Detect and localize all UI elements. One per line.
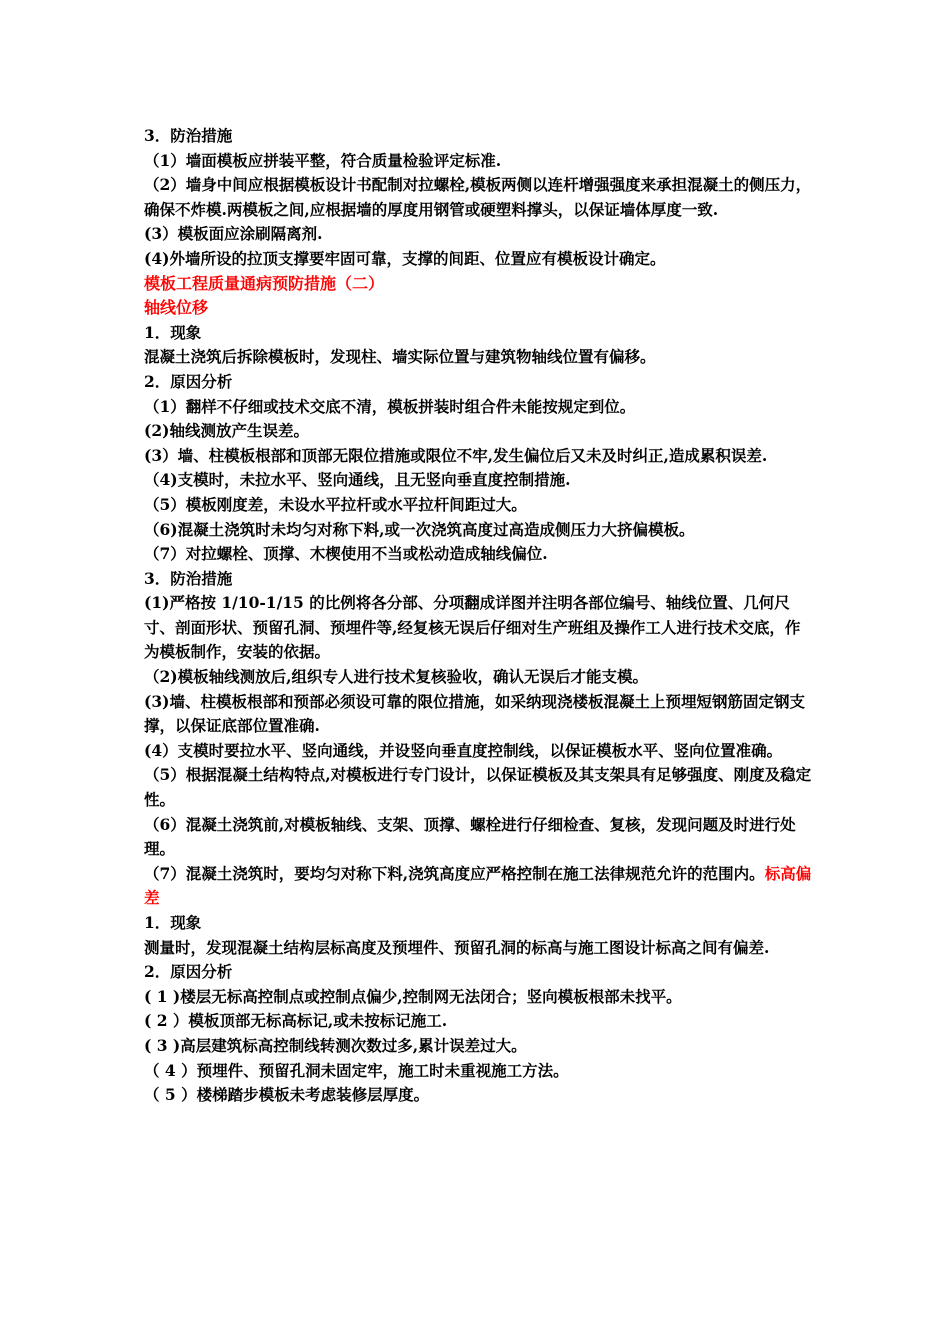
paragraph: 1．现象 xyxy=(144,913,202,932)
paragraph: ( 1 )楼层无标高控制点或控制点偏少,控制网无法闭合；竖向模板根部未找平。 xyxy=(144,986,682,1006)
paragraph: （2）墙身中间应根据模板设计书配制对拉螺栓,模板两侧以连杆增强强度来承担混凝土的侧压力，确保不炸模.两模板之间,应根据墙的厚度用钢管或硬塑料撑头，以保证墙体厚度一致. xyxy=(144,175,812,219)
paragraph: （4)支模时，未拉水平、竖向通线，且无竖向垂直度控制措施. xyxy=(144,470,571,490)
paragraph: （5）模板刚度差，未设水平拉杆或水平拉杆间距过大。 xyxy=(144,494,527,514)
paragraph: 1．现象 xyxy=(144,322,202,342)
paragraph: 3．防治措施 xyxy=(144,126,233,145)
paragraph: 3．防治措施 xyxy=(144,568,233,588)
paragraph: 2．原因分析 xyxy=(144,371,233,391)
paragraph: (1)严格按 1/10-1/15 的比例将各分部、分项翻成详图并注明各部位编号、轴线位置、几何尺寸、剖面形状、预留孔洞、预埋件等,经复核无误后仔细对生产班组及操作工人进行技术交底，作为模板制作，安装的依据。 xyxy=(144,593,801,662)
paragraph-with-heading xyxy=(144,862,812,911)
paragraph: (3）模板面应涂刷隔离剂. xyxy=(144,224,323,244)
paragraph: （2)模板轴线测放后,组织专人进行技术复核验收，确认无误后才能支模。 xyxy=(144,667,649,687)
paragraph: （6）混凝土浇筑前,对模板轴线、支架、顶撑、螺栓进行仔细检查、复核，发现问题及时进行处理。 xyxy=(144,814,796,859)
paragraph: （ 4 ）预埋件、预留孔洞未固定牢，施工时未重视施工方法。 xyxy=(144,1060,569,1080)
paragraph: （5）根据混凝土结构特点,对模板进行专门设计，以保证模板及其支架具有足够强度、刚度及稳定性。 xyxy=(144,765,812,810)
paragraph: 2．原因分析 xyxy=(144,962,233,982)
paragraph: 测量时，发现混凝土结构层标高度及预埋件、预留孔洞的标高与施工图设计标高之间有偏差. xyxy=(144,937,770,957)
subsection-title-axis-offset: 轴线位移 xyxy=(144,298,209,318)
paragraph: （6)混凝土浇筑时未均匀对称下料,或一次浇筑高度过高造成侧压力大挤偏模板。 xyxy=(144,519,695,539)
paragraph-text: （7）混凝土浇筑时，要均匀对称下料,浇筑高度应严格控制在施工法律规范允许的范围内。 xyxy=(144,863,765,883)
document-body xyxy=(144,124,812,1108)
paragraph: （7）对拉螺栓、顶撑、木楔使用不当或松动造成轴线偏位. xyxy=(144,544,548,564)
paragraph: (4）支模时要拉水平、竖向通线，并设竖向垂直度控制线，以保证模板水平、竖向位置准确。 xyxy=(144,740,783,760)
paragraph: (3）墙、柱模板根部和顶部无限位措施或限位不牢,发生偏位后又未及时纠正,造成累积误差. xyxy=(144,445,768,465)
paragraph: (4)外墙所设的拉顶支撑要牢固可靠，支撑的间距、位置应有模板设计确定。 xyxy=(144,248,666,268)
paragraph: （1）墙面模板应拼装平整，符合质量检验评定标准. xyxy=(144,150,502,170)
paragraph: (3)墙、柱模板根部和预部必须设可靠的限位措施，如采纳现浇楼板混凝土上预埋短钢筋固定钢支撑，以保证底部位置准确. xyxy=(144,691,805,736)
paragraph: （1）翻样不仔细或技术交底不清，模板拼装时组合件未能按规定到位。 xyxy=(144,396,636,416)
subsection-title-elevation: 标高偏差 xyxy=(144,863,812,908)
paragraph: ( 3 )高层建筑标高控制线转测次数过多,累计误差过大。 xyxy=(144,1035,527,1055)
paragraph: ( 2 ）模板顶部无标高标记,或未按标记施工. xyxy=(144,1011,448,1031)
paragraph: （ 5 ）楼梯踏步模板未考虑装修层厚度。 xyxy=(144,1085,430,1105)
paragraph: 混凝土浇筑后拆除模板时，发现柱、墙实际位置与建筑物轴线位置有偏移。 xyxy=(144,347,656,367)
paragraph: (2)轴线测放产生误差。 xyxy=(144,421,309,441)
section-title: 模板工程质量通病预防措施（二） xyxy=(144,273,385,293)
